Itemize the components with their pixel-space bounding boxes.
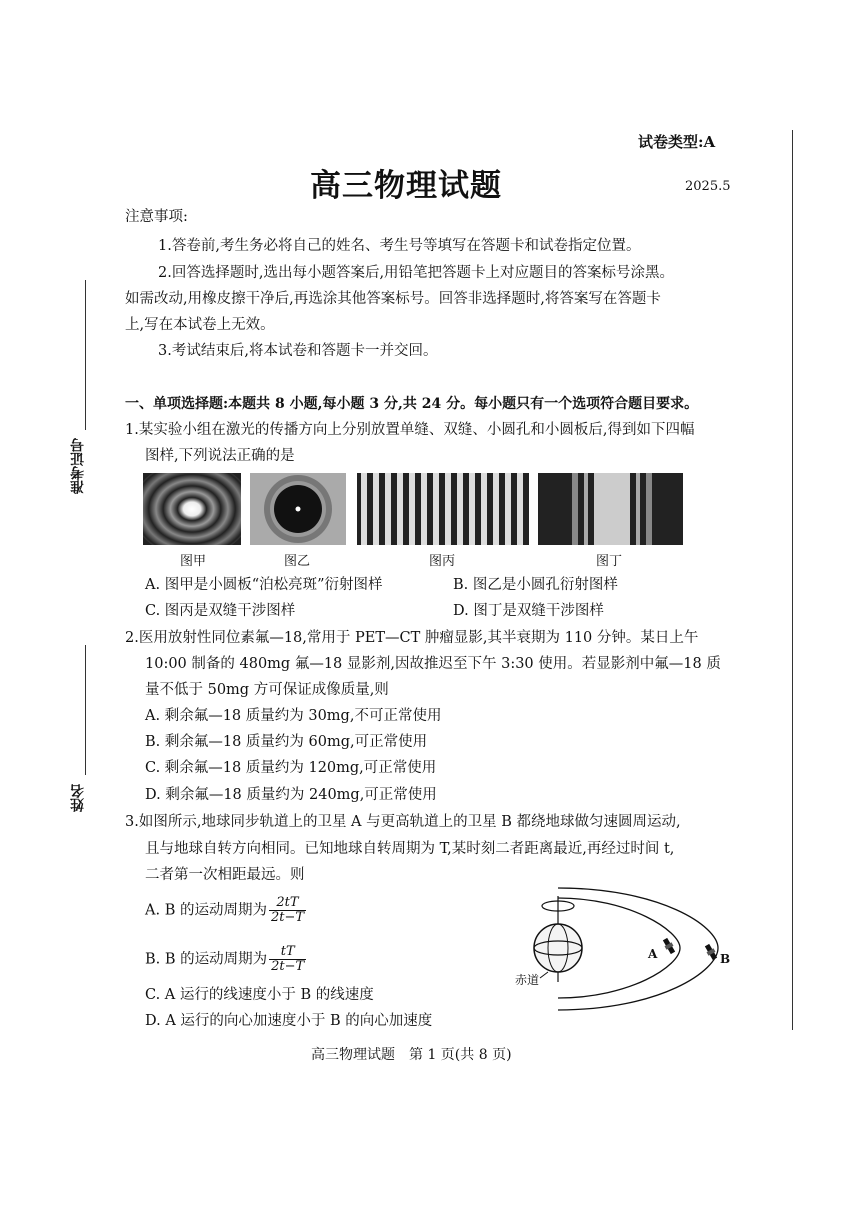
q2-option-c: C. 剩余氟—18 质量约为 120mg,可正常使用	[145, 760, 437, 776]
fringe	[385, 473, 391, 545]
q2-option-d: D. 剩余氟—18 质量约为 240mg,可正常使用	[145, 787, 437, 803]
page-title: 高三物理试题	[310, 168, 502, 204]
q3-stem-line-2: 且与地球自转方向相同。已知地球自转周期为 T,某时刻二者距离最近,再经过时间 t,	[145, 841, 675, 857]
exam-date: 2025.5	[685, 179, 731, 194]
fringe	[361, 473, 367, 545]
q1-stem-line-2: 图样,下列说法正确的是	[145, 448, 295, 464]
fringe	[445, 473, 451, 545]
notice-heading: 注意事项:	[125, 209, 188, 225]
notice-item-1: 1.答卷前,考生务必将自己的姓名、考生号等填写在答题卡和试卷指定位置。	[158, 238, 641, 254]
satellite-b-icon	[704, 943, 719, 961]
q2-stem-line-1: 2.医用放射性同位素氟—18,常用于 PET—CT 肿瘤显影,其半衰期为 110 分钟。某日上午	[125, 630, 699, 646]
orbit-label-equator: 赤道	[515, 973, 540, 987]
q3-stem-line-3: 二者第一次相距最远。则	[145, 867, 305, 883]
q3-option-c: C. A 运行的线速度小于 B 的线速度	[145, 987, 374, 1003]
section-heading: 一、单项选择题:本题共 8 小题,每小题 3 分,共 24 分。每小题只有一个选项符合题目要求。	[125, 396, 699, 412]
fringe	[481, 473, 487, 545]
fringe	[594, 473, 630, 545]
q3-option-d: D. A 运行的向心加速度小于 B 的向心加速度	[145, 1013, 433, 1029]
q3-stem-line-1: 3.如图所示,地球同步轨道上的卫星 A 与更高轨道上的卫星 B 都绕地球做匀速圆周运动,	[125, 814, 681, 830]
figure-ding	[538, 473, 683, 545]
figure-yi	[250, 473, 346, 545]
orbit-label-b: B	[720, 952, 731, 966]
q1-option-d: D. 图丁是双缝干涉图样	[453, 603, 604, 619]
q3-option-b-text: B. B 的运动周期为	[145, 951, 268, 968]
fringe	[373, 473, 379, 545]
q1-option-c: C. 图丙是双缝干涉图样	[145, 603, 296, 619]
orbit-figure	[500, 886, 750, 1016]
caption-bing: 图丙	[429, 554, 456, 569]
name-line	[85, 645, 86, 775]
notice-item-2-line-2: 如需改动,用橡皮擦干净后,再选涂其他答案标号。回答非选择题时,将答案写在答题卡	[125, 291, 661, 307]
fringe	[646, 473, 652, 545]
q2-stem-line-3: 量不低于 50mg 方可保证成像质量,则	[145, 682, 389, 698]
fringe	[493, 473, 499, 545]
q3-option-a	[145, 896, 306, 925]
q2-option-b: B. 剩余氟—18 质量约为 60mg,可正常使用	[145, 734, 428, 750]
caption-yi: 图乙	[284, 554, 311, 569]
exam-number-line	[85, 280, 86, 430]
q1-option-a: A. 图甲是小圆板“泊松亮斑”衍射图样	[145, 577, 383, 593]
page-footer: 高三物理试题 第 1 页(共 8 页)	[311, 1047, 512, 1063]
figure-jia	[143, 473, 241, 545]
q1-stem-line-1: 1.某实验小组在激光的传播方向上分别放置单缝、双缝、小圆孔和小圆板后,得到如下四幅	[125, 422, 695, 438]
q3-option-a-numerator: 2tT	[269, 896, 306, 911]
fringe	[409, 473, 415, 545]
fringe	[421, 473, 427, 545]
q3-option-b-numerator: tT	[269, 945, 306, 960]
notice-item-2-line-1: 2.回答选择题时,选出每小题答案后,用铅笔把答题卡上对应题目的答案标号涂黑。	[158, 265, 675, 281]
q1-option-b: B. 图乙是小圆孔衍射图样	[453, 577, 618, 593]
q3-option-b-fraction	[269, 945, 306, 974]
notice-item-2-line-3: 上,写在本试卷上无效。	[125, 317, 275, 333]
q3-option-b-denominator: 2t−T	[271, 959, 305, 974]
fringe	[433, 473, 439, 545]
orbit-label-a: A	[648, 947, 658, 961]
fringe	[636, 473, 640, 545]
fringe	[517, 473, 523, 545]
caption-jia: 图甲	[180, 554, 207, 569]
fringe	[457, 473, 463, 545]
q2-option-a: A. 剩余氟—18 质量约为 30mg,不可正常使用	[145, 708, 442, 724]
fringe	[505, 473, 511, 545]
q3-option-a-denominator: 2t−T	[270, 910, 305, 925]
figure-bing	[357, 473, 529, 545]
paper-type: 试卷类型:A	[638, 133, 716, 151]
fringe	[397, 473, 403, 545]
fringe	[572, 473, 578, 545]
q2-stem-line-2: 10:00 制备的 480mg 氟—18 显影剂,因故推迟至下午 3:30 使用。若显影剂中氟—18 质	[145, 656, 721, 672]
satellite-a-icon	[662, 937, 677, 955]
exam-number-label: 准考证号	[70, 438, 86, 494]
q3-option-a-fraction	[269, 896, 306, 925]
fringe	[469, 473, 475, 545]
caption-ding: 图丁	[596, 554, 623, 569]
notice-item-3: 3.考试结束后,将本试卷和答题卡一并交回。	[158, 343, 438, 359]
name-label: 姓名	[70, 784, 86, 812]
right-margin-line	[792, 130, 793, 1030]
q3-option-b	[145, 945, 306, 974]
fringe	[584, 473, 588, 545]
q3-option-a-text: A. B 的运动周期为	[145, 902, 267, 919]
